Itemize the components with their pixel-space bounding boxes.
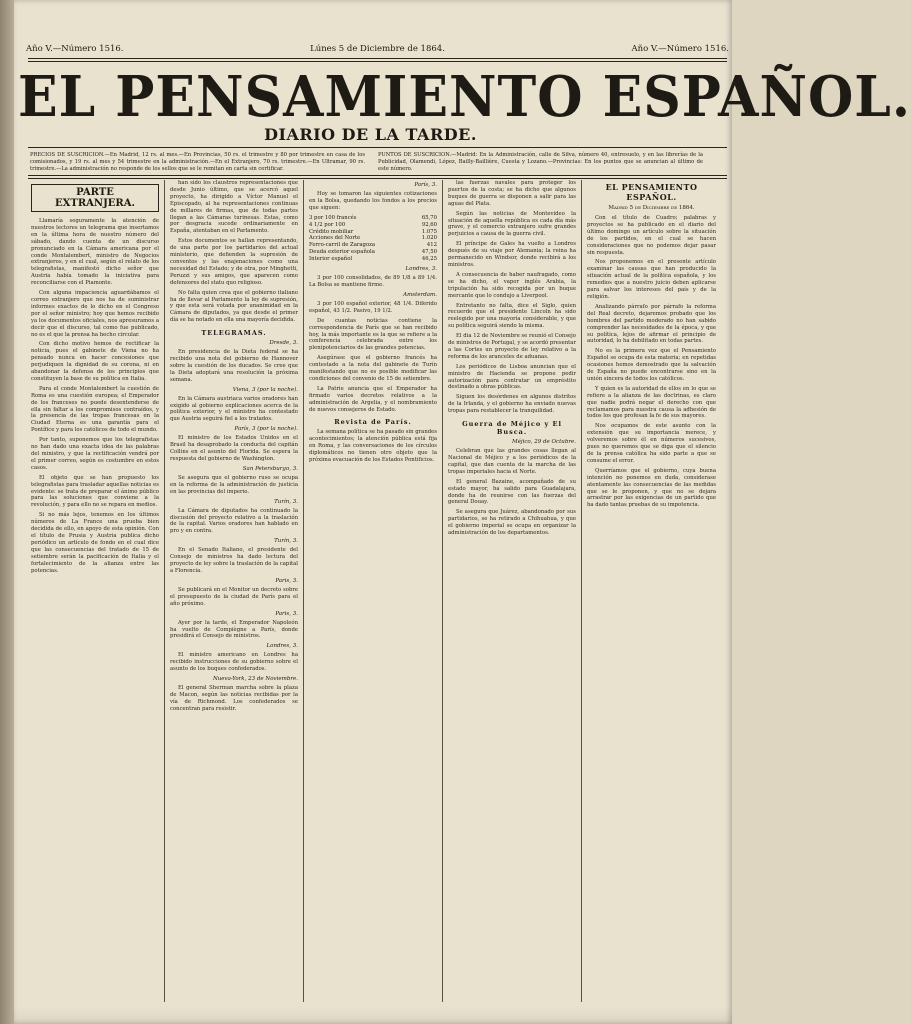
article-columns xyxy=(26,180,721,1002)
telegram-text: El ministro americano en Londres ha recibido instrucciones de su gobierno sobre el asunto de los buques confederados. xyxy=(170,652,298,673)
article-paragraph: Estos documentos se hallan representando, de una parte por los partidarios del actual ministerio, que defienden la supresión de conventos y las enajenaciones como una necesidad del Estado; y de otra, por Minghetti, Peruzzi y sus amigos, que aparecen como defensores del statu quo religioso. xyxy=(170,238,298,286)
article-paragraph: Nos ocupamos de este asunto con la extensión que su importancia merece, y volveremos sobre él en números sucesivos, pues no queremos que se diga que el silencio de la prensa católica ha sido parte a que se consume el error. xyxy=(587,423,716,464)
issue-number-left: Año V.—Número 1516. xyxy=(26,44,124,54)
telegram-text: Se asegura que el gobierno ruso se ocupa en la reforma de la administración de justicia en las provincias del imperio. xyxy=(170,474,298,495)
column-3 xyxy=(304,180,443,1002)
bolsa-dateline: París, 3. xyxy=(414,182,437,188)
article-paragraph: las fuerzas navales para proteger los puertos de la costa; se ha dicho que algunos buques de guerra se disponen a salir para las aguas del Plata. xyxy=(448,180,576,207)
amsterdam-dateline: Amsterdam. xyxy=(403,291,437,298)
market-row: Ferro-carril de Zaragoza 412 xyxy=(309,242,437,249)
parte-extranjera-heading: PARTE EXTRANJERA. xyxy=(31,184,159,212)
column-1 xyxy=(26,180,165,1002)
telegram-dateline: San Petersburgo, 3. xyxy=(242,465,298,472)
column-4 xyxy=(443,180,582,1002)
article-paragraph: A consecuencia de haber naufragado, como se ha dicho, el vapor inglés Arabia, la tripulación ha sido recogida por un buque mercante que lo condujo a Liverpool. xyxy=(448,271,576,299)
subscription-prices: PRECIOS DE SUSCRICION.—En Madrid, 12 rs. al mes.—En Provincias, 50 rs. el trimestre y 80 por trimestre en casa de los comisionados, y 19 rs. al mes y 54 trimestre en la administración.—En el Extranjero, 70 rs. trimestre.—En Ultramar, 90 rs. trimestre.—La administración no responde de los sellos que se le remitan en carta sin certificar. xyxy=(30,152,365,172)
telegram-dateline: Nueva-York, 23 de Noviembre. xyxy=(212,676,298,683)
article-paragraph: Se asegura que Juárez, abandonado por sus partidarios, se ha retirado a Chihuahua, y que el gobierno imperial se ocupa en organizar la administración de los departamentos. xyxy=(448,509,576,537)
telegram-text: El ministro de los Estados Unidos en el Brasil ha desaprobado la conducta del capitán Collins en el asunto del Florida. Se espera la respuesta del gobierno de Washington. xyxy=(170,435,298,462)
telegram-text: Ayer por la tarde, el Emperador Napoleón ha vuelto de Compiègne a París, donde presidirá el Consejo de ministros. xyxy=(170,619,298,640)
telegram-dateline: Viena, 3 (por la noche). xyxy=(232,386,298,393)
article-paragraph: Y quien es la autoridad de ellos en lo que se refiere a la alianza de las doctrinas, es claro que nadie podrá negar el derecho con que reclamamos para nuestra causa la adhesión de todos los que profesan la fe de sus mayores. xyxy=(587,385,716,420)
subscription-points: PUNTOS DE SUSCRICION.—Madrid: En la Administración, calle de Silva, número 40, entresuelo, y en las librerías de la Publicidad, Olamendi, López, Bailly-Baillière, Cuesta y Lozano.—Provincias: En los puntos que se anuncian al último de este número. xyxy=(378,152,703,172)
amsterdam-text: 3 por 100 español exterior, 48 1/4. Diferido español, 43 1/2. Pasivo, 19 1/2. xyxy=(309,300,437,314)
telegram-text: El general Sherman marcha sobre la plaza de Macon, según las noticias recibidas por la vía de Richmond. Los confederados se concentran para resistir. xyxy=(170,685,298,712)
editorial-date: Madrid 5 de Diciembre de 1864. xyxy=(608,205,695,211)
market-row: Crédito mobiliar 1.075 xyxy=(309,228,437,235)
article-paragraph: El dia 12 de Noviembre se reunió el Consejo de ministros de Portugal, y se acordó presentar a las Cortes un proyecto de ley relativo a la reforma de los aranceles de aduanas. xyxy=(448,333,576,360)
market-row: 3 por 100 francés 65,70 xyxy=(309,214,437,221)
header-rule-top xyxy=(28,58,727,59)
article-paragraph: Según las noticias de Montevideo la situación de aquella república es cada día más grave, y el comercio extranjero sufre grandes perjuicios a causa de la guerra civil. xyxy=(448,210,576,238)
market-row: Deuda exterior española 47,50 xyxy=(309,249,437,256)
telegram-text: Se publicará en el Monitor un decreto sobre el presupuesto de la ciudad de París para el año próximo. xyxy=(170,586,298,607)
article-paragraph: Si no más lejos, tenemos en los últimos números de La France una prueba bien decidida de ello, en apoyo de esta opinión. Con el título de Prusia y Austria publica dicho periódico un artículo de fondo en el cual dice que las consecuencias del tratado de 15 de setiembre serán la pacificación de Italia y el fortalecimiento de la alianza entre las potencias. xyxy=(31,512,159,574)
article-paragraph: El príncipe de Gales ha vuelto a Londres después de su viaje por Alemania; la reina ha permanecido en Windsor, donde recibirá a los ministros. xyxy=(448,241,576,268)
article-paragraph: Entretanto no falta, dice el Siglo, quien recuerde que el presidente Lincoln ha sido reelegido por una mayoría considerable, y que su política seguirá siendo la misma. xyxy=(448,302,576,330)
issue-date: Lúnes 5 de Diciembre de 1864. xyxy=(310,44,445,54)
article-paragraph: El objeto que se han propuesto los telegrafistas para trasladar aquellas noticias es evidente: se trata de preparar el ánimo público para las soluciones que conviene a la revolución, y para ello no se repara en medios. xyxy=(31,474,159,509)
article-paragraph: han sido los claustros representaciones que desde Junio último, que se acercó aquel proyecto, ha dirigido a Víctor Manuel el Episcopado, al ha representaciones continuas de millares de firmas, que de todas partes llegan a las Cámaras turinesas. Estas, como por desgracia sucede ordinariamente en España, atentaban en el Parlamento. xyxy=(170,180,298,235)
issue-header xyxy=(26,44,729,54)
masthead-subtitle: DIARIO DE LA TARDE. xyxy=(264,125,477,144)
market-row: Acciones del Norte 1.020 xyxy=(309,235,437,242)
market-row: 4 1/2 por 100 92,60 xyxy=(309,221,437,228)
market-row: Interior español 46,25 xyxy=(309,256,437,263)
issue-number-right: Año V.—Número 1516. xyxy=(631,44,729,54)
article-paragraph: Siguen los desórdenes en algunos distritos de la Irlanda, y el gobierno ha enviado nuevas tropas para restablecer la tranquilidad. xyxy=(448,394,576,415)
column-2 xyxy=(165,180,304,1002)
article-paragraph: Con dicho motivo hemos de rectificar la noticia, pues el gabinete de Viena no ha pensado nunca en hacer concesiones que perjudiquen la dignidad de su corona, ni en abandonar la defensa de los principios que constituyen la base de su política en Italia. xyxy=(31,341,159,382)
page-bottom-shadow xyxy=(14,1006,732,1024)
article-paragraph: La semana política se ha pasado sin grandes acontecimientos; la atención pública está fija en Roma, y las conversaciones de los círculos diplomáticos no tienen otro objeto que la próxima evacuación de los Estados Pontificios. xyxy=(309,429,437,464)
article-paragraph: Con el título de Cuadro; palabras y proyectos se ha publicado en el diario del último domingo un artículo sobre la situación de los partidos, en el cual se hacen consideraciones que no podemos dejar pasar sin respuesta. xyxy=(587,215,716,256)
article-paragraph: Los periódicos de Lisboa anuncian que el ministro de Hacienda se propone pedir autorización para contratar un empréstito destinado a obras públicas. xyxy=(448,363,576,391)
terms-rule-bottom-thin xyxy=(28,178,727,179)
article-paragraph: Por tanto, suponemos que los telegrafistas no han dado una exacta idea de las palabras del ministro, y que la rectificación vendrá por el primer correo, según es costumbre en estos casos. xyxy=(31,437,159,471)
mexico-dateline: Méjico, 29 de Octubre. xyxy=(511,439,576,446)
book-binding xyxy=(0,0,14,1024)
masthead-title: EL PENSAMIENTO ESPAÑOL. xyxy=(18,64,911,130)
bolsa-intro: Hoy se tomaron las siguientes cotizaciones en la Bolsa, quedando los fondos a los precios que siguen: xyxy=(309,191,437,211)
article-paragraph: Celebran que las grandes cosas llegan al Nacional de Méjico y a los periódicos de la capital, que dan cuenta de la marcha de las tropas imperiales hacia el Norte. xyxy=(448,448,576,475)
telegram-dateline: Turín, 3. xyxy=(274,498,298,505)
terms-rule-top xyxy=(28,147,727,148)
header-rule-top-thin xyxy=(28,61,727,62)
article-paragraph: Asegúrase que el gobierno francés ha contestado a la nota del gabinete de Turín manifestando que no es posible modificar las condiciones del convenio de 15 de setiembre. xyxy=(309,355,437,382)
article-paragraph: De cuantas noticias contiene la correspondencia de París que se han recibido hoy, la más importante es la que se refiere a la conferencia celebrada entre los plenipotenciarios de las grandes potencias. xyxy=(309,317,437,352)
telegram-text: La Cámara de diputados ha continuado la discusión del proyecto relativo a la traslación de la capital. Varios oradores han hablado en pro y en contra. xyxy=(170,507,298,535)
article-paragraph: Nos proponemos en el presente artículo examinar las causas que han producido la situación actual de la política española, y los remedios que a nuestro juicio deben aplicarse para salvar los intereses del país y de la religión. xyxy=(587,259,716,300)
article-paragraph: No es la primera vez que el Pensamiento Español se ocupa de esta materia; en repetidas ocasiones hemos demostrado que la salvación de España no puede encontrarse sino en la unión sincera de todos los católicos. xyxy=(587,348,716,382)
london-text: 3 por 100 consolidados, de 89 1/8 a 89 1/4. La Bolsa se mantiene firme. xyxy=(309,275,437,288)
revista-heading: Revista de París. xyxy=(334,418,412,427)
article-paragraph: Con alguna impaciencia aguardábamos el correo extranjero que nos ha de suministrar informes exactos de lo dicho en el Congreso por el señor ministro; hoy que hemos recibido ya los documentos oficiales, nos apresuramos a decir que el discurso, tal como fue publicado, no es el que la prensa ha hecho circular. xyxy=(31,290,159,338)
article-paragraph: Para el conde Montalembert la cuestión de Roma es una cuestión europea; el Emperador de los franceses no puede desentenderse de ella sin faltar a los compromisos contraídos, y la presencia de las tropas francesas en la Ciudad Eterna es una garantía para el Pontífice y para los católicos de todo el mundo. xyxy=(31,385,159,434)
telegram-dateline: Paris, 3. xyxy=(275,610,298,617)
telegram-text: En el Senado Italiano, el presidente del Consejo de ministros ha dado lectura del proyecto de ley sobre la traslación de la capital a Florencia. xyxy=(170,547,298,574)
article-paragraph: Llamaría seguramente la atención de nuestros lectores un telegrama que insertamos en la última hora de nuestro número del sábado, dando cuenta de un discurso pronunciado en la Cámara americana por el conde Montalembert, ministro de Negocios extranjeros, y en el cual, según el relato de los telegrafistas, manifestó dicho señor que Austria había tomado la iniciativa para reconciliarse con el Piamonte. xyxy=(31,218,159,287)
editorial-title: EL PENSAMIENTO ESPAÑOL. xyxy=(605,182,698,202)
mexico-heading: Guerra de Méjico y El Busca. xyxy=(462,420,562,437)
telegram-dateline: Paris, 3. xyxy=(275,577,298,584)
telegram-text: En la Cámara austriaca varios oradores han exigido al gobierno explicaciones acerca de la política exterior, y el ministro ha contestado que Austria seguirá fiel a los tratados. xyxy=(170,395,298,423)
telegram-dateline: París, 3 (por la noche). xyxy=(234,426,298,433)
article-paragraph: Analizando párrafo por párrafo la reforma del Real decreto, dejaremos probado que los hombres del partido moderado no han sabido comprender las necesidades de la época, y que su política, lejos de afirmar el principio de autoridad, lo ha debilitado en todas partes. xyxy=(587,303,716,345)
article-paragraph: Querríamos que el gobierno, cuya buena intención no ponemos en duda, considerase atentamente las consecuencias de las medidas que se le proponen, y que no se dejara arrastrar por las exigencias de un partido que ha dado tantas pruebas de su impotencia. xyxy=(587,467,716,509)
telegram-dateline: Turín, 3. xyxy=(274,538,298,545)
telegram-dateline: Dresde, 3. xyxy=(269,340,298,347)
telegram-text: En presidencia de la Dieta federal se ha recibido una nota del gobierno de Hannover sobre la cuestión de los ducados. Se cree que la Dieta adoptará una resolución la próxima semana. xyxy=(170,349,298,383)
article-paragraph: No falta quien crea que el gobierno italiano ha de llevar al Parlamento la ley de supresión, y que esta será votada por unanimidad en la Cámara de diputados, ya que desde el primer día se ha notado en ella una mayoría decidida. xyxy=(170,289,298,324)
telegram-dateline: Londres, 3. xyxy=(266,643,298,650)
market-quotes xyxy=(309,215,437,263)
article-paragraph: La Patrie anuncia que el Emperador ha firmado varios decretos relativos a la administración de Argelia, y el nombramiento de nuevos consejeros de Estado. xyxy=(309,385,437,413)
telegramas-heading: TELEGRAMAS. xyxy=(201,329,267,338)
terms-rule-bottom xyxy=(28,175,727,176)
article-paragraph: El general Bazaine, acompañado de su estado mayor, ha salido para Guadalajara, donde ha de reunirse con las fuerzas del general Douay. xyxy=(448,478,576,506)
london-dateline: Londres, 3. xyxy=(405,266,437,273)
column-5 xyxy=(582,180,721,1002)
